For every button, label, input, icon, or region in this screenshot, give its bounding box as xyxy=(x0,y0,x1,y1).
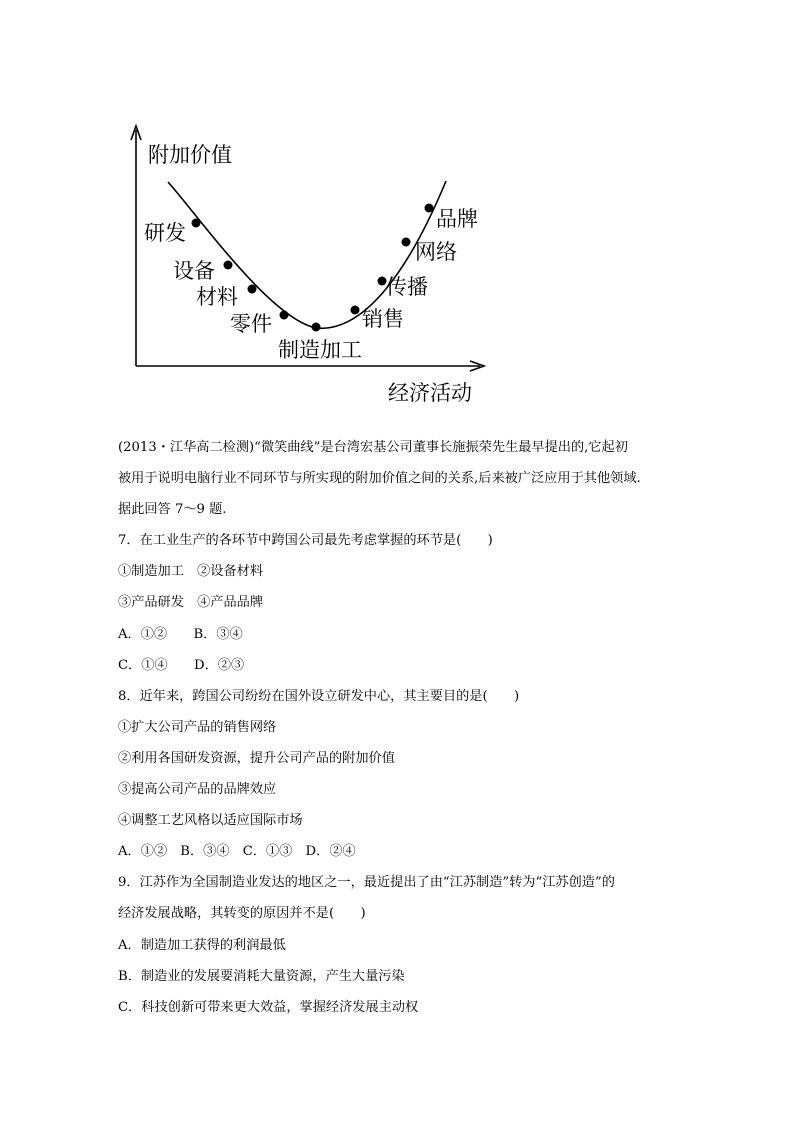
x-axis-label: 经济活动 xyxy=(388,381,472,405)
label-research: 研发 xyxy=(144,221,186,245)
q7-item: ①制造加工 ②设备材料 xyxy=(118,564,264,580)
point-research xyxy=(192,219,201,228)
intro-line: (2013・江华高二检测)“微笑曲线”是台湾宏基公司董事长施振荣先生最早提出的,它起初 xyxy=(118,440,628,455)
y-axis-label: 附加价值 xyxy=(148,143,232,167)
q9-stem: 9．江苏作为全国制造业发达的地区之一，最近提出了由“江苏制造”转为“江苏创造”的 xyxy=(118,875,615,891)
q8-item: ②利用各国研发资源，提升公司产品的附加价值 xyxy=(118,750,395,766)
intro-line: 被用于说明电脑行业不同环节与所实现的附加价值之间的关系,后来被广泛应用于其他领域. xyxy=(118,471,641,487)
q9-option: A．制造加工获得的利润最低 xyxy=(118,937,286,953)
q8-item: ④调整工艺风格以适应国际市场 xyxy=(118,813,303,829)
label-network: 网络 xyxy=(415,240,457,264)
q9-stem: 经济发展战略，其转变的原因并不是( ) xyxy=(118,906,366,922)
q9-option: B．制造业的发展要消耗大量资源，产生大量污染 xyxy=(118,968,405,984)
point-materials xyxy=(248,285,257,294)
intro-line: 据此回答 7～9 题. xyxy=(118,502,227,518)
label-sales: 销售 xyxy=(362,307,404,331)
label-materials: 材料 xyxy=(196,285,238,309)
q9-option: C．科技创新可带来更大效益，掌握经济发展主动权 xyxy=(118,999,419,1015)
label-brand: 品牌 xyxy=(436,207,478,231)
point-manufacturing xyxy=(312,323,321,332)
question-content xyxy=(118,432,678,1023)
point-network xyxy=(402,238,411,247)
q7-option: C．①④ D．②③ xyxy=(118,657,245,673)
q8-item: ①扩大公司产品的销售网络 xyxy=(118,719,277,735)
q8-item: ③提高公司产品的品牌效应 xyxy=(118,782,277,798)
label-promotion: 传播 xyxy=(386,275,428,299)
label-manufacturing: 制造加工 xyxy=(278,338,362,362)
point-brand xyxy=(425,204,434,213)
label-parts: 零件 xyxy=(230,312,272,336)
q7-item: ③产品研发 ④产品品牌 xyxy=(118,595,264,611)
q8-options: A．①② B．③④ C．①③ D．②④ xyxy=(118,844,356,860)
point-parts xyxy=(280,311,289,320)
q7-option: A．①② B．③④ xyxy=(118,626,243,642)
point-equipment xyxy=(224,261,233,270)
point-sales xyxy=(351,306,360,315)
smile-curve-diagram xyxy=(120,118,490,413)
q7-stem: 7．在工业生产的各环节中跨国公司最先考虑掌握的环节是( ) xyxy=(118,533,493,549)
q8-stem: 8．近年来，跨国公司纷纷在国外设立研发中心，其主要目的是( ) xyxy=(118,688,520,704)
smile-curve-figure xyxy=(120,118,490,413)
label-equipment: 设备 xyxy=(173,259,215,283)
